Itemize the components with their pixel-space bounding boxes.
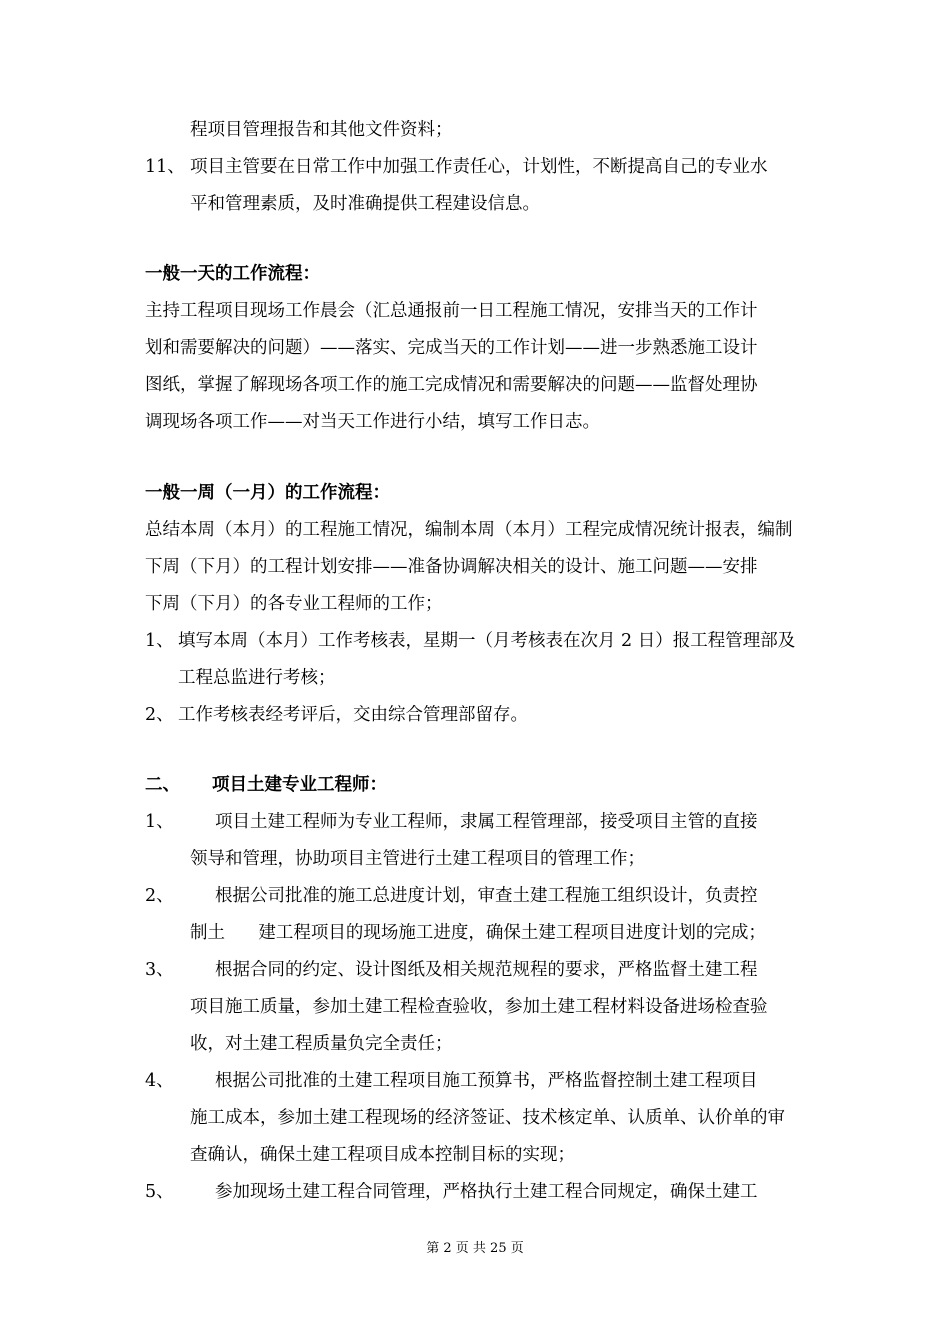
paragraph-line: 总结本周（本月）的工程施工情况，编制本周（本月）工程完成情况统计报表，编制 — [145, 520, 793, 540]
paragraph-line: 下周（下月）的工程计划安排——准备协调解决相关的设计、施工问题——安排 — [145, 557, 758, 577]
paragraph-line: 工程总监进行考核； — [178, 668, 336, 688]
paragraph-line: 根据合同的约定、设计图纸及相关规范规程的要求，严格监督土建工程 — [215, 960, 758, 980]
paragraph-line: 领导和管理，协助项目主管进行土建工程项目的管理工作； — [190, 849, 645, 869]
list-number: 1、 — [145, 631, 174, 651]
list-number: 3、 — [145, 960, 174, 980]
paragraph-line: 项目施工质量，参加土建工程检查验收，参加土建工程材料设备进场检查验 — [190, 997, 768, 1017]
paragraph-line: 项目土建工程师为专业工程师，隶属工程管理部，接受项目主管的直接 — [215, 812, 758, 832]
paragraph-line: 填写本周（本月）工作考核表，星期一（月考核表在次月 2 日）报工程管理部及 — [178, 631, 796, 651]
section-heading-weekly: 一般一周（一月）的工作流程： — [145, 483, 390, 503]
paragraph-line: 根据公司批准的施工总进度计划，审查土建工程施工组织设计，负责控 — [215, 886, 758, 906]
list-number: 5、 — [145, 1182, 174, 1202]
paragraph-line: 施工成本，参加土建工程现场的经济签证、技术核定单、认质单、认价单的审 — [190, 1108, 785, 1128]
section-heading-daily: 一般一天的工作流程： — [145, 264, 320, 284]
paragraph-line: 参加现场土建工程合同管理，严格执行土建工程合同规定，确保土建工 — [215, 1182, 758, 1202]
list-number: 4、 — [145, 1071, 174, 1091]
paragraph-line: 划和需要解决的问题）——落实、完成当天的工作计划——进一步熟悉施工设计 — [145, 338, 758, 358]
list-number: 2、 — [145, 705, 174, 725]
section-number: 二、 — [145, 775, 180, 795]
paragraph-line: 调现场各项工作——对当天工作进行小结，填写工作日志。 — [145, 412, 600, 432]
list-number: 2、 — [145, 886, 174, 906]
paragraph-line: 平和管理素质，及时准确提供工程建设信息。 — [190, 194, 540, 214]
list-number: 11、 — [145, 157, 185, 177]
paragraph-line: 图纸，掌握了解现场各项工作的施工完成情况和需要解决的问题——监督处理协 — [145, 375, 758, 395]
paragraph-line: 下周（下月）的各专业工程师的工作； — [145, 594, 443, 614]
paragraph-line: 主持工程项目现场工作晨会（汇总通报前一日工程施工情况，安排当天的工作计 — [145, 301, 758, 321]
paragraph-line: 程项目管理报告和其他文件资料； — [190, 120, 453, 140]
paragraph-line: 查确认，确保土建工程项目成本控制目标的实现； — [190, 1145, 575, 1165]
page-footer: 第 2 页 共 25 页 — [426, 1241, 524, 1256]
paragraph-line: 根据公司批准的土建工程项目施工预算书，严格监督控制土建工程项目 — [215, 1071, 758, 1091]
paragraph-line: 制土 建工程项目的现场施工进度，确保土建工程项目进度计划的完成； — [190, 923, 766, 943]
list-number: 1、 — [145, 812, 174, 832]
paragraph-line: 项目主管要在日常工作中加强工作责任心，计划性，不断提高自己的专业水 — [190, 157, 768, 177]
paragraph-line: 收，对土建工程质量负完全责任； — [190, 1034, 453, 1054]
paragraph-line: 工作考核表经考评后，交由综合管理部留存。 — [178, 705, 528, 725]
section-heading-civil-engineer: 项目土建专业工程师： — [212, 775, 387, 795]
